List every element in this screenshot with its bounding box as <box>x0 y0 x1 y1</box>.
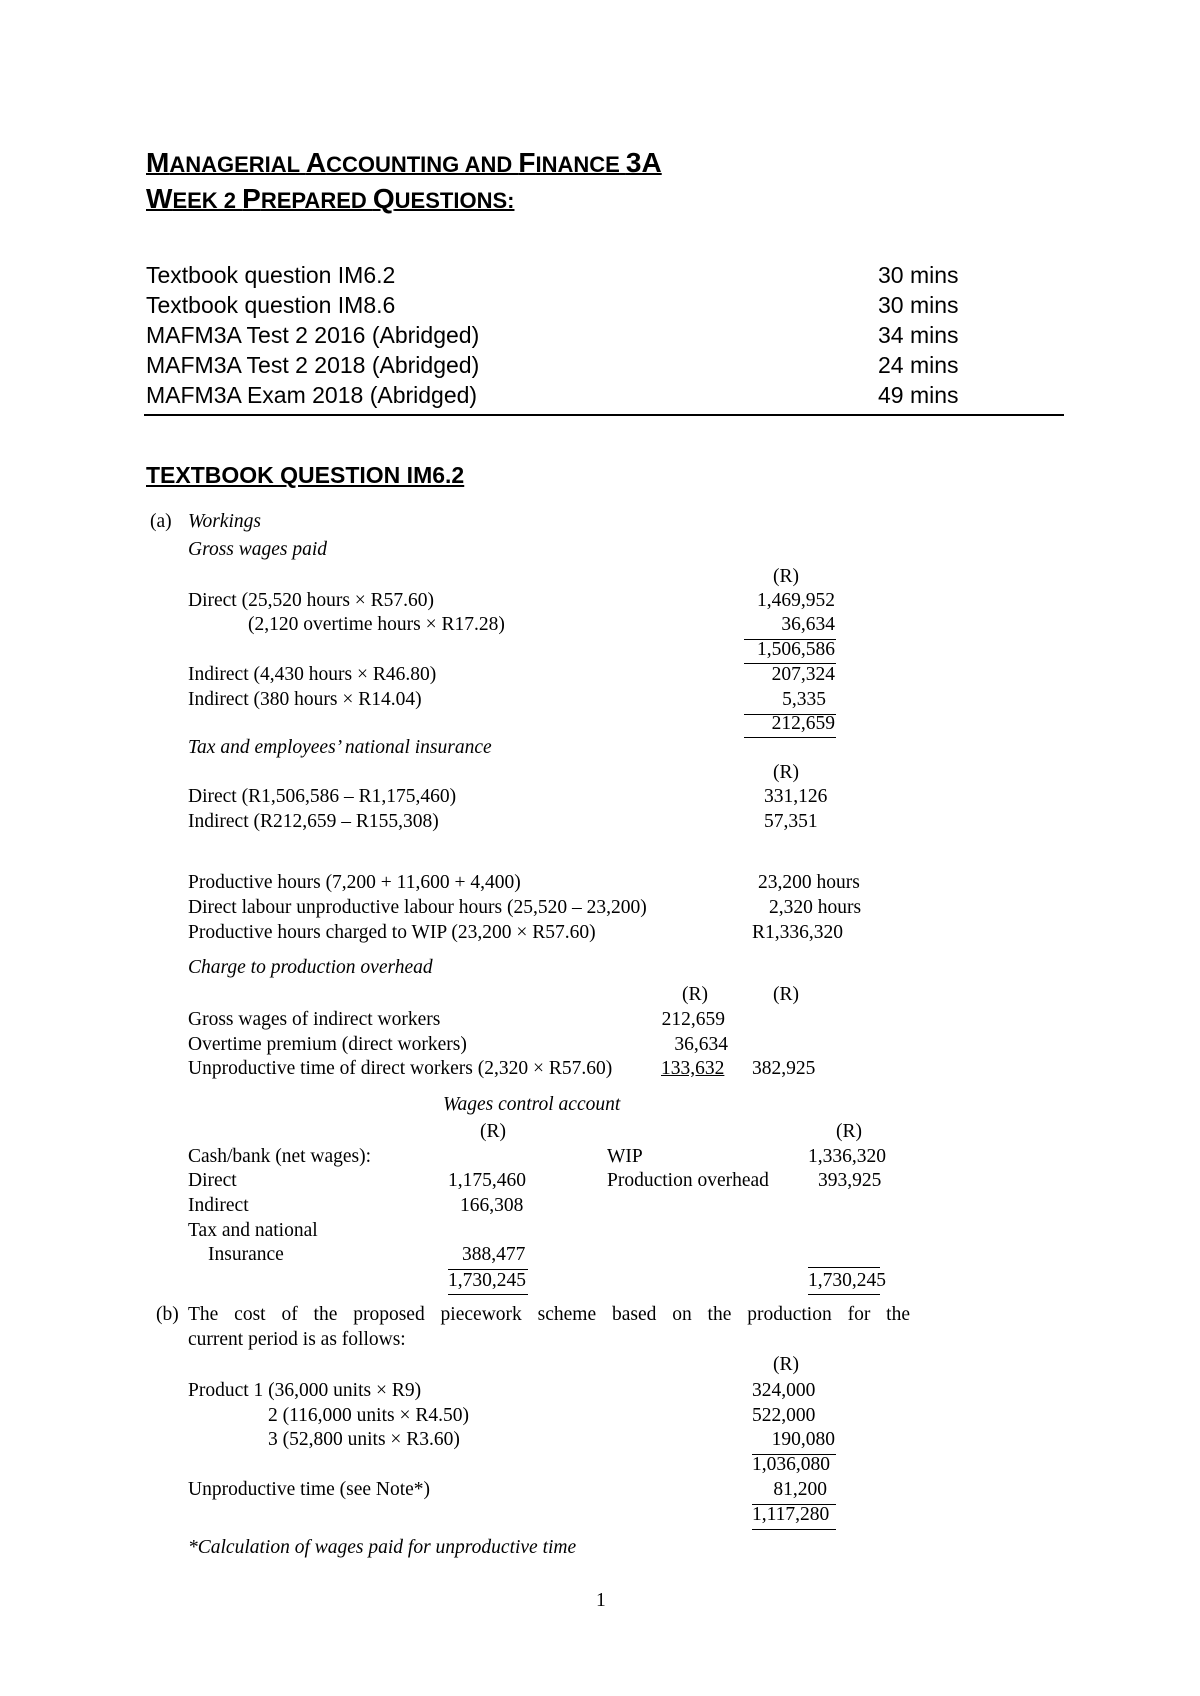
tax-indirect-label: Indirect (R212,659 – R155,308) <box>188 811 439 832</box>
tax-heading: Tax and employees’ national insurance <box>188 737 492 758</box>
wip-charge-label: Productive hours charged to WIP (23,200 × R57.60) <box>188 922 596 943</box>
product-2-value: 522,000 <box>752 1405 816 1426</box>
question-time: 30 mins <box>878 292 959 318</box>
overhead-unproductive-label: Unproductive time of direct workers (2,320 × R57.60) <box>188 1058 613 1079</box>
account-cash-label: Cash/bank (net wages): <box>188 1146 372 1167</box>
part-b-intro-cont: current period is as follows: <box>188 1329 406 1350</box>
products-subtotal: 1,036,080 <box>752 1454 830 1475</box>
overhead-indirect-label: Gross wages of indirect workers <box>188 1009 441 1030</box>
question-time: 49 mins <box>878 382 959 408</box>
question-time: 30 mins <box>878 262 959 288</box>
question-label: MAFM3A Exam 2018 (Abridged) <box>146 382 478 408</box>
overhead-overtime-value: 36,634 <box>674 1034 728 1055</box>
currency-header: (R) <box>773 984 799 1005</box>
account-direct-label: Direct <box>188 1170 237 1191</box>
question-label: Textbook question IM6.2 <box>146 262 396 288</box>
currency-header: (R) <box>836 1121 862 1142</box>
account-overhead-label: Production overhead <box>607 1170 769 1191</box>
account-tax-label: Tax and national <box>188 1220 318 1241</box>
unproductive-time-label: Unproductive time (see Note*) <box>188 1479 431 1500</box>
product-1-label: Product 1 (36,000 units × R9) <box>188 1380 422 1401</box>
indirect-wages-value: 207,324 <box>771 664 835 685</box>
question-label: MAFM3A Test 2 2018 (Abridged) <box>146 352 480 378</box>
document-title: MANAGERIAL ACCOUNTING AND FINANCE 3A <box>146 147 662 178</box>
product-3-label: 3 (52,800 units × R3.60) <box>268 1429 460 1450</box>
product-2-label: 2 (116,000 units × R4.50) <box>268 1405 469 1426</box>
account-indirect-value: 166,308 <box>460 1195 524 1216</box>
product-3-value: 190,080 <box>771 1429 835 1450</box>
account-direct-value: 1,175,460 <box>448 1170 526 1191</box>
unproductive-hours-label: Direct labour unproductive labour hours (25,520 – 23,200) <box>188 897 647 918</box>
account-heading: Wages control account <box>443 1094 621 1115</box>
productive-hours-label: Productive hours (7,200 + 11,600 + 4,400) <box>188 872 521 893</box>
overtime-label: (2,120 overtime hours × R17.28) <box>248 614 505 635</box>
unproductive-time-value: 81,200 <box>773 1479 827 1500</box>
account-overhead-value: 393,925 <box>818 1170 882 1191</box>
account-tax-value: 388,477 <box>462 1244 526 1265</box>
direct-wages-value: 1,469,952 <box>757 590 835 611</box>
account-credit-total: 1,730,245 <box>808 1270 886 1291</box>
footnote: *Calculation of wages paid for unproductive time <box>188 1537 577 1558</box>
page-number: 1 <box>596 1590 606 1611</box>
currency-header: (R) <box>682 984 708 1005</box>
workings-heading: Workings <box>188 511 261 532</box>
account-indirect-label: Indirect <box>188 1195 249 1216</box>
divider <box>144 414 1064 416</box>
currency-header: (R) <box>773 1354 799 1375</box>
indirect-wages-value: 5,335 <box>782 689 826 710</box>
direct-total: 1,506,586 <box>757 639 835 660</box>
overtime-value: 36,634 <box>781 614 835 635</box>
tax-direct-label: Direct (R1,506,586 – R1,175,460) <box>188 786 457 807</box>
document-subtitle: WEEK 2 PREPARED QUESTIONS: <box>146 183 515 214</box>
currency-header: (R) <box>480 1121 506 1142</box>
overhead-total: 382,925 <box>752 1058 816 1079</box>
section-title: TEXTBOOK QUESTION IM6.2 <box>146 462 465 488</box>
wip-charge-value: R1,336,320 <box>752 922 844 943</box>
part-b-marker: (b) <box>156 1304 179 1325</box>
overhead-unproductive-value: 133,632 <box>661 1058 725 1079</box>
question-time: 34 mins <box>878 322 959 348</box>
indirect-total: 212,659 <box>771 713 835 734</box>
question-label: Textbook question IM8.6 <box>146 292 396 318</box>
account-wip-label: WIP <box>607 1146 643 1167</box>
currency-header: (R) <box>773 762 799 783</box>
overhead-heading: Charge to production overhead <box>188 957 433 978</box>
tax-indirect-value: 57,351 <box>764 811 818 832</box>
unproductive-hours-value: 2,320 hours <box>769 897 862 918</box>
account-insurance-label: Insurance <box>208 1244 284 1265</box>
tax-direct-value: 331,126 <box>764 786 828 807</box>
account-wip-value: 1,336,320 <box>808 1146 886 1167</box>
question-label: MAFM3A Test 2 2016 (Abridged) <box>146 322 480 348</box>
product-1-value: 324,000 <box>752 1380 816 1401</box>
piecework-total: 1,117,280 <box>752 1504 830 1525</box>
overhead-overtime-label: Overtime premium (direct workers) <box>188 1034 467 1055</box>
part-a-marker: (a) <box>150 511 172 532</box>
indirect-wages-label: Indirect (4,430 hours × R46.80) <box>188 664 437 685</box>
currency-header: (R) <box>773 566 799 587</box>
part-b-intro: The cost of the proposed piecework scheme based on the production for the <box>188 1304 910 1325</box>
indirect-wages-label: Indirect (380 hours × R14.04) <box>188 689 422 710</box>
overhead-indirect-value: 212,659 <box>661 1009 725 1030</box>
productive-hours-value: 23,200 hours <box>758 872 860 893</box>
account-debit-total: 1,730,245 <box>448 1270 526 1291</box>
direct-wages-label: Direct (25,520 hours × R57.60) <box>188 590 435 611</box>
gross-wages-heading: Gross wages paid <box>188 539 328 560</box>
question-time: 24 mins <box>878 352 959 378</box>
